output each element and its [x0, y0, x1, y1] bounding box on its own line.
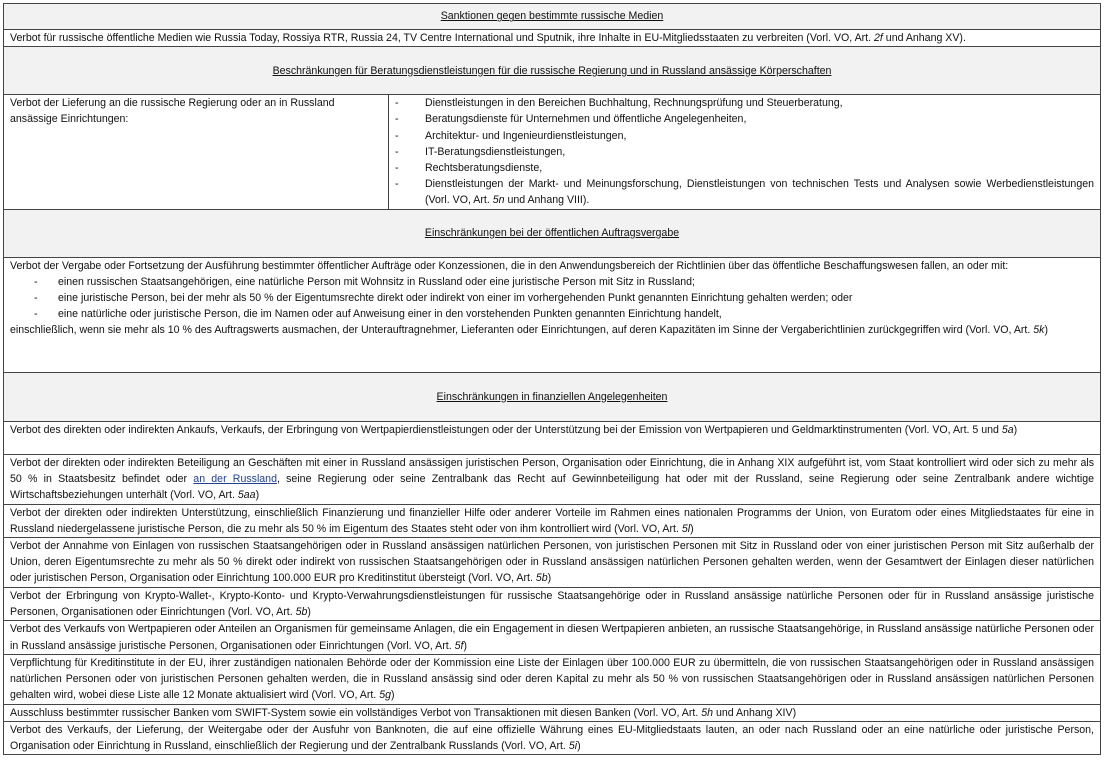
procurement-heading: Einschränkungen bei der öffentlichen Auftragsvergabe — [4, 209, 1101, 257]
list-item: - einen russischen Staatsangehörigen, eine natürliche Person mit Wohnsitz in Russland oder eine juristische Person mit Sitz in Russland; — [34, 275, 695, 288]
table-row — [4, 621, 1101, 654]
list-item: - Rechtsberatungsdienste, — [395, 162, 543, 175]
finance-row-6: Verbot des Verkaufs von Wertpapieren oder Anteilen an Organismen für gemeinsame Anlagen, die ein Engagement in diesen Wertpapieren anbieten, an russische Staatsangehörige, in Russland ansässige natürliche Personen oder in Russland ansässige juristische Personen, Organisationen oder Einrichtungen (Vorl. VO, Art. 5f) — [4, 621, 1101, 654]
table-row — [4, 454, 1101, 504]
advisory-left: Verbot der Lieferung an die russische Regierung oder an in Russland ansässige Einrichtungen: — [4, 95, 389, 209]
finance-row-3: Verbot der direkten oder indirekten Unterstützung, einschließlich Finanzierung und finanzieller Hilfe oder anderer Vorteile im Rahmen eines nationalen Programms der Union, von Euratom oder eines Mitgliedstaates für eine in Russland niedergelassene juristische Person, die zu mehr als 50 % im Eigentum des Staates steht oder von ihm kontrolliert wird (Vorl. VO, Art. 5l) — [4, 504, 1101, 537]
finance-row-7: Verpflichtung für Kreditinstitute in der EU, ihrer zuständigen nationalen Behörde oder der Kommission eine Liste der Einlagen über 100.000 EUR zu übermitteln, die von russischen Staatsangehörigen oder in Russland ansässigen natürlichen Personen oder von juristischen Personen gehalten werden, die in Russland ansässig sind oder deren Kapital zu mehr als 50 % von russischen Staatsangehörigen oder in Russland ansässigen natürlichen Personen gehalten wird, wobei diese Liste alle 12 Monate aktualisiert wird (Vorl. VO, Art. 5g) — [4, 654, 1101, 704]
list-item: - eine juristische Person, bei der mehr als 50 % der Eigentumsrechte direkt oder indirekt von einer im vorhergehenden Punkt genannten Einrichtung gehalten werden; oder — [34, 292, 853, 305]
media-heading-row — [4, 4, 1101, 30]
table-row — [4, 654, 1101, 704]
finance-heading: Einschränkungen in finanziellen Angelegenheiten — [4, 372, 1101, 421]
table-row — [4, 704, 1101, 721]
sanctions-table — [3, 3, 1101, 755]
table-row — [4, 538, 1101, 588]
table-row — [4, 421, 1101, 454]
finance-row-9: Verbot des Verkaufs, der Lieferung, der Weitergabe oder der Ausfuhr von Banknoten, die auf eine offizielle Währung eines EU-Mitgliedstaats lauten, an oder nach Russland oder an eine natürliche oder juristische Person, Organisation oder Einrichtung in Russland, einschließlich der Regierung und der Zentralbank Russlands (Vorl. VO, Art. 5i) — [4, 722, 1101, 755]
media-heading: Sanktionen gegen bestimmte russische Medien — [4, 4, 1101, 30]
list-item: - Dienstleistungen der Markt- und Meinungsforschung, Dienstleistungen von technischen Tests und Analysen sowie Werbedienstleistungen (Vorl. VO, Art. 5n und Anhang VIII). — [395, 178, 1094, 207]
procurement-text: Verbot der Vergabe oder Fortsetzung der Ausführung bestimmter öffentlicher Aufträge oder Konzessionen, die in den Anwendungsbereich der Richtlinien über das öffentliche Beschaffungswesen fallen, an oder mit: - einen russischen Staatsangehörigen, eine natürliche Person mit Wohnsitz in Russland oder eine juristische Person mit Sitz in Russland; - eine juristische Person, bei der mehr als 50 % der Eigentumsrechte direkt oder indirekt von einer im vorhergehenden Punkt genannten Einrichtung gehalten werden; oder - eine natürliche oder juristische Person, die im Namen oder auf Anweisung einer in den vorstehenden Punkten genannten Einrichtung handelt, einschließlich, wenn sie mehr als 10 % des Auftragswerts ausmachen, der Unterauftragnehmer, Lieferanten oder Einrichtungen, auf deren Kapazitäten im Sinne der Vergaberichtlinien zurückgegriffen wird (Vorl. VO, Art. 5k) — [4, 257, 1101, 372]
finance-row-8: Ausschluss bestimmter russischer Banken vom SWIFT-System sowie ein vollständiges Verbot von Transaktionen mit diesen Banken (Vorl. VO, Art. 5h und Anhang XIV) — [4, 704, 1101, 721]
advisory-list — [389, 95, 1101, 209]
finance-row-5: Verbot der Erbringung von Krypto-Wallet-, Krypto-Konto- und Krypto-Verwahrungsdienstleistungen für russische Staatsangehörige oder in Russland ansässige natürliche Personen oder für in Russland ansässige juristische Personen, Organisationen oder Einrichtungen (Vorl. VO, Art. 5b) — [4, 588, 1101, 621]
procurement-heading-row — [4, 209, 1101, 257]
finance-heading-row — [4, 372, 1101, 421]
finance-row-1: Verbot des direkten oder indirekten Ankaufs, Verkaufs, der Erbringung von Wertpapierdienstleistungen oder der Unterstützung bei der Emission von Wertpapieren und Geldmarktinstrumenten (Vorl. VO, Art. 5 und 5a) — [4, 421, 1101, 454]
finance-row-4: Verbot der Annahme von Einlagen von russischen Staatsangehörigen oder in Russland ansässigen natürlichen Personen, von juristischen Personen mit Sitz in Russland oder von einer juristischen Person mit Sitz außerhalb der Union, deren Eigentumsrechte zu mehr als 50 % direkt oder indirekt von russischen Staatsangehörigen oder in Russland ansässigen natürlichen Personen gehalten werden, wenn der Gesamtwert der Einlagen dieser natürlichen oder juristischen Person, Organisation oder Einrichtung 100.000 EUR pro Kreditinstitut übersteigt (Vorl. VO, Art. 5b) — [4, 538, 1101, 588]
table-row — [4, 588, 1101, 621]
procurement-row — [4, 257, 1101, 372]
list-item: - Dienstleistungen in den Bereichen Buchhaltung, Rechnungsprüfung und Steuerberatung, — [395, 97, 843, 110]
table-row — [4, 722, 1101, 755]
advisory-heading: Beschränkungen für Beratungsdienstleistungen für die russische Regierung und in Russland ansässige Körperschaften — [4, 47, 1101, 95]
sanctions-document — [3, 3, 1100, 755]
list-item: - Beratungsdienste für Unternehmen und öffentliche Angelegenheiten, — [395, 113, 747, 126]
list-item: - IT-Beratungsdienstleistungen, — [395, 145, 566, 158]
finance-row-2: Verbot der direkten oder indirekten Beteiligung an Geschäften mit einer in Russland ansässigen juristischen Person, Organisation oder Einrichtung, die in Anhang XIX aufgeführt ist, vom Staat kontrolliert wird oder sich zu mehr als 50 % in Staatsbesitz befindet oder an der Russland, seine Regierung oder seine Zentralbank das Recht auf Gewinnbeteiligung hat oder mit der Russland, seine Regierung oder seine Zentralbank andere wichtige Wirtschaftsbeziehungen unterhält (Vorl. VO, Art. 5aa) — [4, 454, 1101, 504]
media-row — [4, 30, 1101, 47]
procurement-list — [10, 274, 1094, 323]
advisory-heading-row — [4, 47, 1101, 95]
list-item: - eine natürliche oder juristische Person, die im Namen oder auf Anweisung einer in den vorstehenden Punkten genannten Einrichtung handelt, — [34, 308, 722, 321]
advisory-row — [4, 95, 1101, 209]
table-row — [4, 504, 1101, 537]
media-text: Verbot für russische öffentliche Medien wie Russia Today, Rossiya RTR, Russia 24, TV Centre International und Sputnik, ihre Inhalte in EU-Mitgliedsstaaten zu verbreiten (Vorl. VO, Art. 2f und Anhang XV). — [4, 30, 1101, 47]
list-item: - Architektur- und Ingenieurdienstleistungen, — [395, 129, 627, 142]
russland-link[interactable]: an der Russland — [193, 472, 277, 485]
